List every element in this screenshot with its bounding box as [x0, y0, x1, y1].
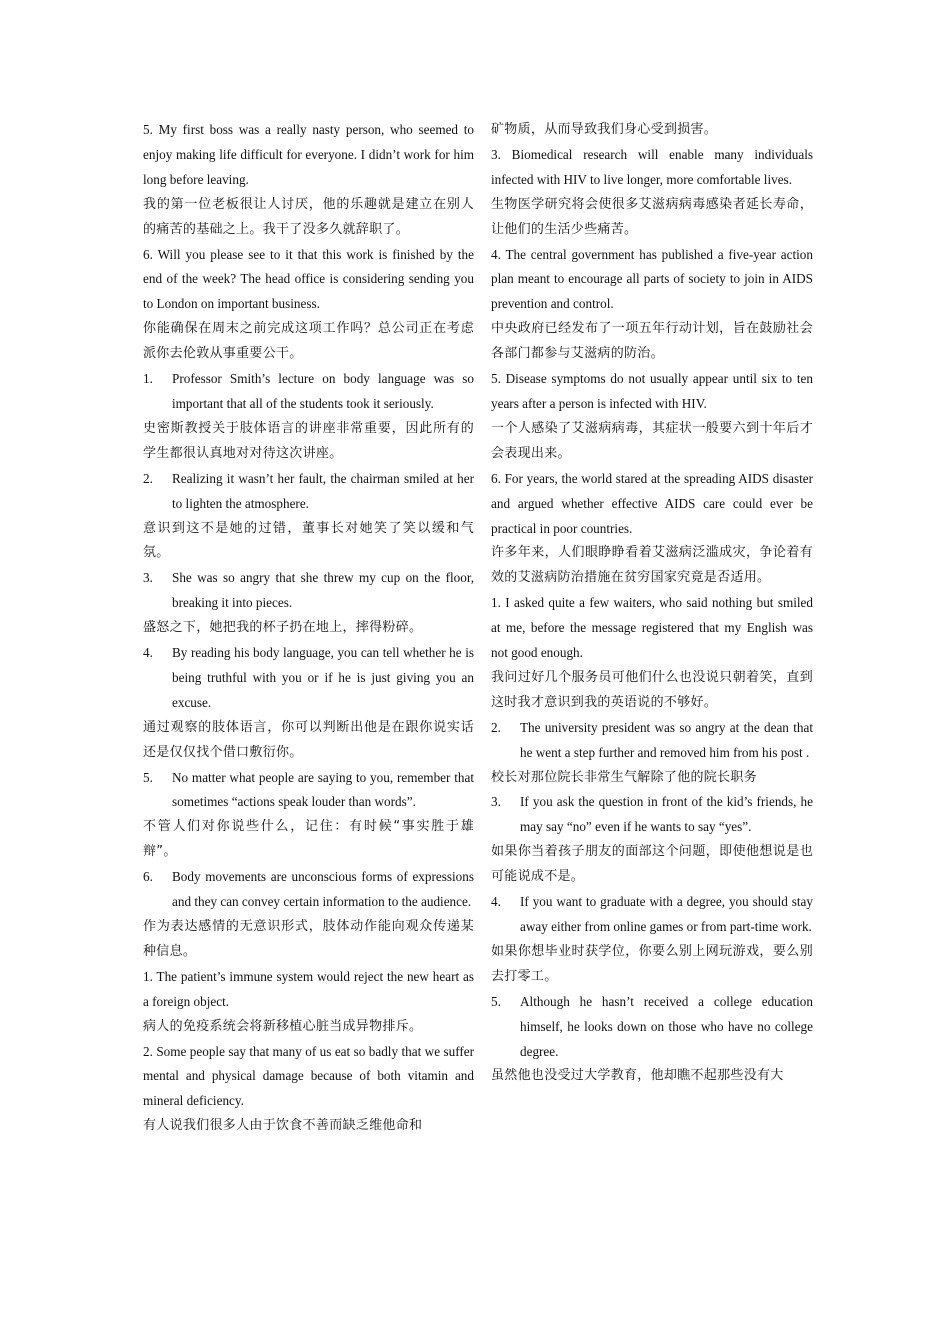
chinese-translation: 你能确保在周末之前完成这项工作吗？总公司正在考虑派你去伦敦从事重要公干。	[143, 321, 474, 362]
english-sentence: Body movements are unconscious forms of expressions and they can convey certain information to the audience.	[172, 869, 474, 910]
numbered-sentence	[143, 766, 474, 816]
english-sentence: Professor Smith’s lecture on body language was so important that all of the students took it seriously.	[172, 371, 474, 411]
chinese-translation: 如果你当着孩子朋友的面部这个问题，即使他想说是也可能说成不是。	[491, 844, 813, 885]
numbered-sentence	[491, 716, 813, 766]
english-sentence: Realizing it wasn’t her fault, the chairman smiled at her to lighten the atmosphere.	[172, 470, 474, 511]
numbered-sentence	[143, 367, 474, 417]
english-sentence: 2. Some people say that many of us eat so badly that we suffer mental and physical damage because of both vitamin and mineral deficiency.	[143, 1043, 474, 1109]
item-number: 2.	[491, 719, 501, 735]
chinese-translation: 中央政府已经发布了一项五年行动计划，旨在鼓励社会各部门都参与艾滋病的防治。	[491, 321, 813, 362]
chinese-translation: 盛怒之下，她把我的杯子扔在地上，摔得粉碎。	[143, 620, 423, 636]
chinese-translation: 校长对那位院长非常生气解除了他的院长职务	[491, 769, 758, 785]
numbered-sentence	[143, 467, 474, 517]
english-sentence: If you ask the question in front of the kid’s friends, he may say “no” even if he wants to say “yes”.	[520, 794, 813, 835]
chinese-translation: 病人的免疫系统会将新移植心脏当成异物排斥。	[143, 1018, 423, 1034]
item-number: 4.	[143, 645, 153, 661]
chinese-translation: 意识到这不是她的过错，董事长对她笑了笑以缓和气氛。	[143, 520, 474, 561]
chinese-translation: 如果你想毕业时获学位，你要么别上网玩游戏，要么别去打零工。	[491, 943, 813, 984]
english-sentence: 1. I asked quite a few waiters, who said nothing but smiled at me, before the message registered that my English was not good enough.	[491, 595, 813, 661]
numbered-sentence	[143, 566, 474, 616]
chinese-translation: 作为表达感情的无意识形式，肢体动作能向观众传递某种信息。	[143, 919, 474, 959]
item-number: 6.	[143, 869, 153, 885]
chinese-translation: 史密斯教授关于肢体语言的讲座非常重要，因此所有的学生都很认真地对对待这次讲座。	[143, 420, 474, 461]
numbered-sentence	[491, 890, 813, 940]
right-column	[491, 118, 813, 1089]
chinese-translation: 不管人们对你说些什么，记住：有时候“事实胜于雄辩”。	[143, 819, 474, 860]
english-sentence: 5. My first boss was a really nasty person, who seemed to enjoy making life difficult for everyone. I didn’t work for him long before leaving.	[143, 122, 474, 187]
item-number: 4.	[491, 894, 501, 910]
english-sentence: She was so angry that she threw my cup on the floor, breaking it into pieces.	[172, 570, 474, 611]
english-sentence: No matter what people are saying to you, remember that sometimes “actions speak louder than words”.	[172, 769, 474, 810]
chinese-translation: 通过观察的肢体语言，你可以判断出他是在跟你说实话还是仅仅找个借口敷衍你。	[143, 719, 474, 760]
english-sentence: The university president was so angry at the dean that he went a step further and removed him from his post .	[520, 719, 813, 760]
left-column	[143, 118, 474, 1139]
chinese-translation: 我问过好几个服务员可他们什么也没说只朝着笑，直到这时我才意识到我的英语说的不够好。	[491, 669, 813, 710]
english-sentence: If you want to graduate with a degree, you should stay away either from online games or from part-time work.	[520, 894, 813, 934]
english-sentence: 6. For years, the world stared at the spreading AIDS disaster and argued whether effective AIDS care could ever be practical in poor countries.	[491, 470, 813, 536]
chinese-translation: 生物医学研究将会使很多艾滋病病毒感染者延长寿命，让他们的生活少些痛苦。	[491, 196, 813, 237]
item-number: 3.	[143, 570, 153, 586]
english-sentence: 4. The central government has published a five-year action plan meant to encourage all parts of society to join in AIDS prevention and control.	[491, 246, 813, 312]
item-number: 2.	[143, 470, 153, 486]
chinese-translation: 虽然他也没受过大学教育，他却瞧不起那些没有大	[491, 1068, 784, 1084]
english-sentence: 1. The patient’s immune system would reject the new heart as a foreign object.	[143, 968, 474, 1009]
item-number: 5.	[143, 769, 153, 785]
english-sentence: Although he hasn’t received a college education himself, he looks down on those who have no college degree.	[520, 993, 813, 1059]
item-number: 1.	[143, 371, 153, 387]
english-sentence: 3. Biomedical research will enable many individuals infected with HIV to live longer, more comfortable lives.	[491, 146, 813, 187]
numbered-sentence	[143, 865, 474, 915]
english-sentence: By reading his body language, you can tell whether he is being truthful with you or if he is just giving you an excuse.	[172, 645, 474, 710]
numbered-sentence	[491, 990, 813, 1065]
chinese-translation: 矿物质，从而导致我们身心受到损害。	[491, 122, 718, 137]
english-sentence: 6. Will you please see to it that this work is finished by the end of the week? The head office is considering sending you to London on important business.	[143, 246, 474, 312]
chinese-translation: 一个人感染了艾滋病病毒，其症状一般要六到十年后才会表现出来。	[491, 420, 813, 461]
item-number: 5.	[491, 993, 501, 1009]
item-number: 3.	[491, 794, 501, 810]
english-sentence: 5. Disease symptoms do not usually appear until six to ten years after a person is infected with HIV.	[491, 371, 813, 411]
chinese-translation: 许多年来，人们眼睁睁看着艾滋病泛滥成灾，争论着有效的艾滋病防治措施在贫穷国家究竟是否适用。	[491, 545, 813, 586]
numbered-sentence	[491, 790, 813, 840]
chinese-translation: 有人说我们很多人由于饮食不善而缺乏维他命和	[143, 1118, 423, 1134]
chinese-translation: 我的第一位老板很让人讨厌，他的乐趣就是建立在别人的痛苦的基础之上。我干了没多久就辞职了。	[143, 196, 474, 237]
numbered-sentence	[143, 641, 474, 716]
